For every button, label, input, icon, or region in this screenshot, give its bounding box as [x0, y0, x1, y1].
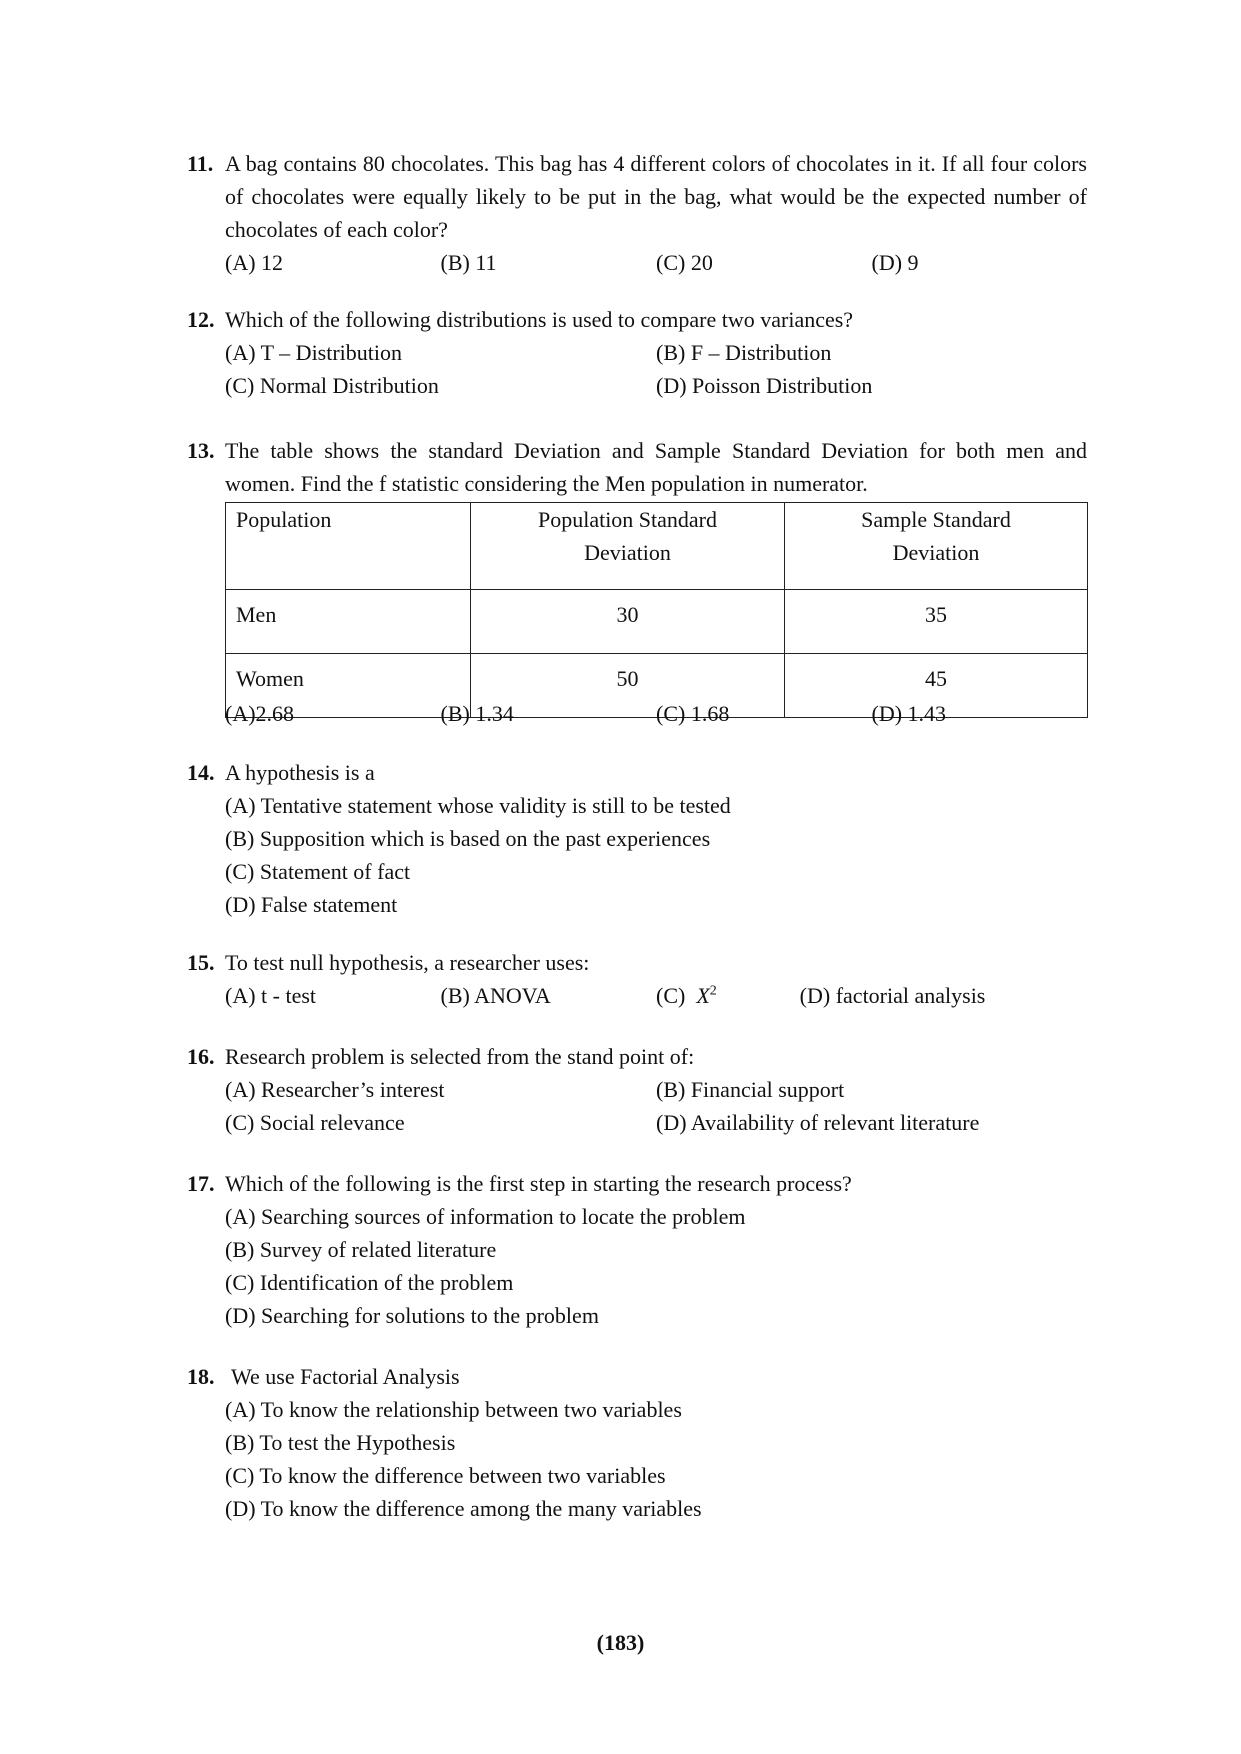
option-d: (D) factorial analysis [799, 983, 986, 1008]
table-header-row [226, 503, 1088, 590]
question-number: 14. [187, 760, 215, 785]
chi-symbol: X [696, 983, 710, 1008]
option-d: (D) 9 [871, 250, 919, 275]
chi-superscript: 2 [709, 983, 717, 999]
option-c: (C) Normal Distribution [225, 373, 439, 398]
question-text: To test null hypothesis, a researcher uses: [225, 950, 590, 975]
option-a: (A) To know the relationship between two variables [225, 1397, 682, 1422]
table-cell: 50 [471, 654, 785, 718]
option-b: (B) Financial support [656, 1077, 845, 1102]
question-text: Which of the following distributions is used to compare two variances? [225, 307, 854, 332]
option-c: (C) Identification of the problem [225, 1270, 514, 1295]
question-number: 16. [187, 1044, 215, 1069]
option-d: (D) Searching for solutions to the problem [225, 1303, 599, 1328]
option-b: (B) To test the Hypothesis [225, 1430, 456, 1455]
option-d: (D) Poisson Distribution [656, 373, 873, 398]
option-d: (D) Availability of relevant literature [656, 1110, 980, 1135]
question-16 [187, 1040, 1087, 1139]
option-a: (A) Searching sources of information to locate the problem [225, 1204, 746, 1229]
header-text: Sample Standard Deviation [861, 507, 1011, 565]
option-b: (B) 1.34 [440, 701, 514, 726]
option-b: (B) Survey of related literature [225, 1237, 497, 1262]
std-deviation-table [225, 502, 1088, 718]
question-text: We use Factorial Analysis [231, 1364, 460, 1389]
table-cell: 45 [785, 654, 1088, 718]
option-d: (D) 1.43 [871, 701, 947, 726]
option-c-label: (C) [656, 983, 686, 1008]
question-15 [187, 946, 1087, 1012]
table-row [226, 590, 1088, 654]
table-cell: Men [226, 590, 471, 654]
question-11 [187, 147, 1087, 279]
header-cell [785, 503, 1088, 590]
question-14 [187, 756, 1087, 921]
option-a: (A) T – Distribution [225, 340, 403, 365]
question-text: The table shows the standard Deviation and Sample Standard Deviation for both men and women. Find the f statistic considering the Men population in numerator. [225, 438, 1087, 496]
option-b: (B) Supposition which is based on the past experiences [225, 826, 711, 851]
question-number: 18. [187, 1364, 215, 1389]
option-d: (D) To know the difference among the many variables [225, 1496, 702, 1521]
question-number: 12. [187, 307, 215, 332]
option-c: (C) Social relevance [225, 1110, 405, 1135]
question-number: 13. [187, 438, 215, 463]
question-text: Research problem is selected from the stand point of: [225, 1044, 695, 1069]
option-a: (A) 12 [225, 250, 284, 275]
option-b: (B) 11 [440, 250, 497, 275]
option-b: (B) ANOVA [440, 983, 551, 1008]
question-number: 17. [187, 1171, 215, 1196]
option-a: (A) Tentative statement whose validity is still to be tested [225, 793, 731, 818]
option-c: (C) 20 [656, 250, 713, 275]
header-cell [471, 503, 785, 590]
table-cell: 30 [471, 590, 785, 654]
option-c: (C) To know the difference between two variables [225, 1463, 666, 1488]
question-17 [187, 1167, 1087, 1332]
option-c: (C) Statement of fact [225, 859, 411, 884]
option-b: (B) F – Distribution [656, 340, 832, 365]
option-d: (D) False statement [225, 892, 398, 917]
question-12 [187, 303, 1087, 402]
table-cell: Women [226, 654, 471, 718]
option-a: (A) t - test [225, 983, 317, 1008]
question-number: 15. [187, 950, 215, 975]
question-text: Which of the following is the first step in starting the research process? [225, 1171, 852, 1196]
option-c: (C) 1.68 [656, 701, 730, 726]
question-text: A hypothesis is a [225, 760, 375, 785]
question-number: 11. [187, 151, 214, 176]
option-a: (A)2.68 [225, 701, 295, 726]
question-13 [187, 434, 1087, 500]
header-cell: Population [226, 503, 471, 590]
option-a: (A) Researcher’s interest [225, 1077, 445, 1102]
table-cell: 35 [785, 590, 1088, 654]
question-13-options [187, 697, 1087, 730]
question-18 [187, 1360, 1087, 1525]
header-text: Population Standard Deviation [537, 507, 718, 565]
option-c [656, 979, 800, 1012]
question-text: A bag contains 80 chocolates. This bag has 4 different colors of chocolates in it. If all four colors of chocolates were equally likely to be put in the bag, what would be the expected number of chocolates of each color? [225, 151, 1087, 242]
page-number: (183) [596, 1630, 645, 1655]
